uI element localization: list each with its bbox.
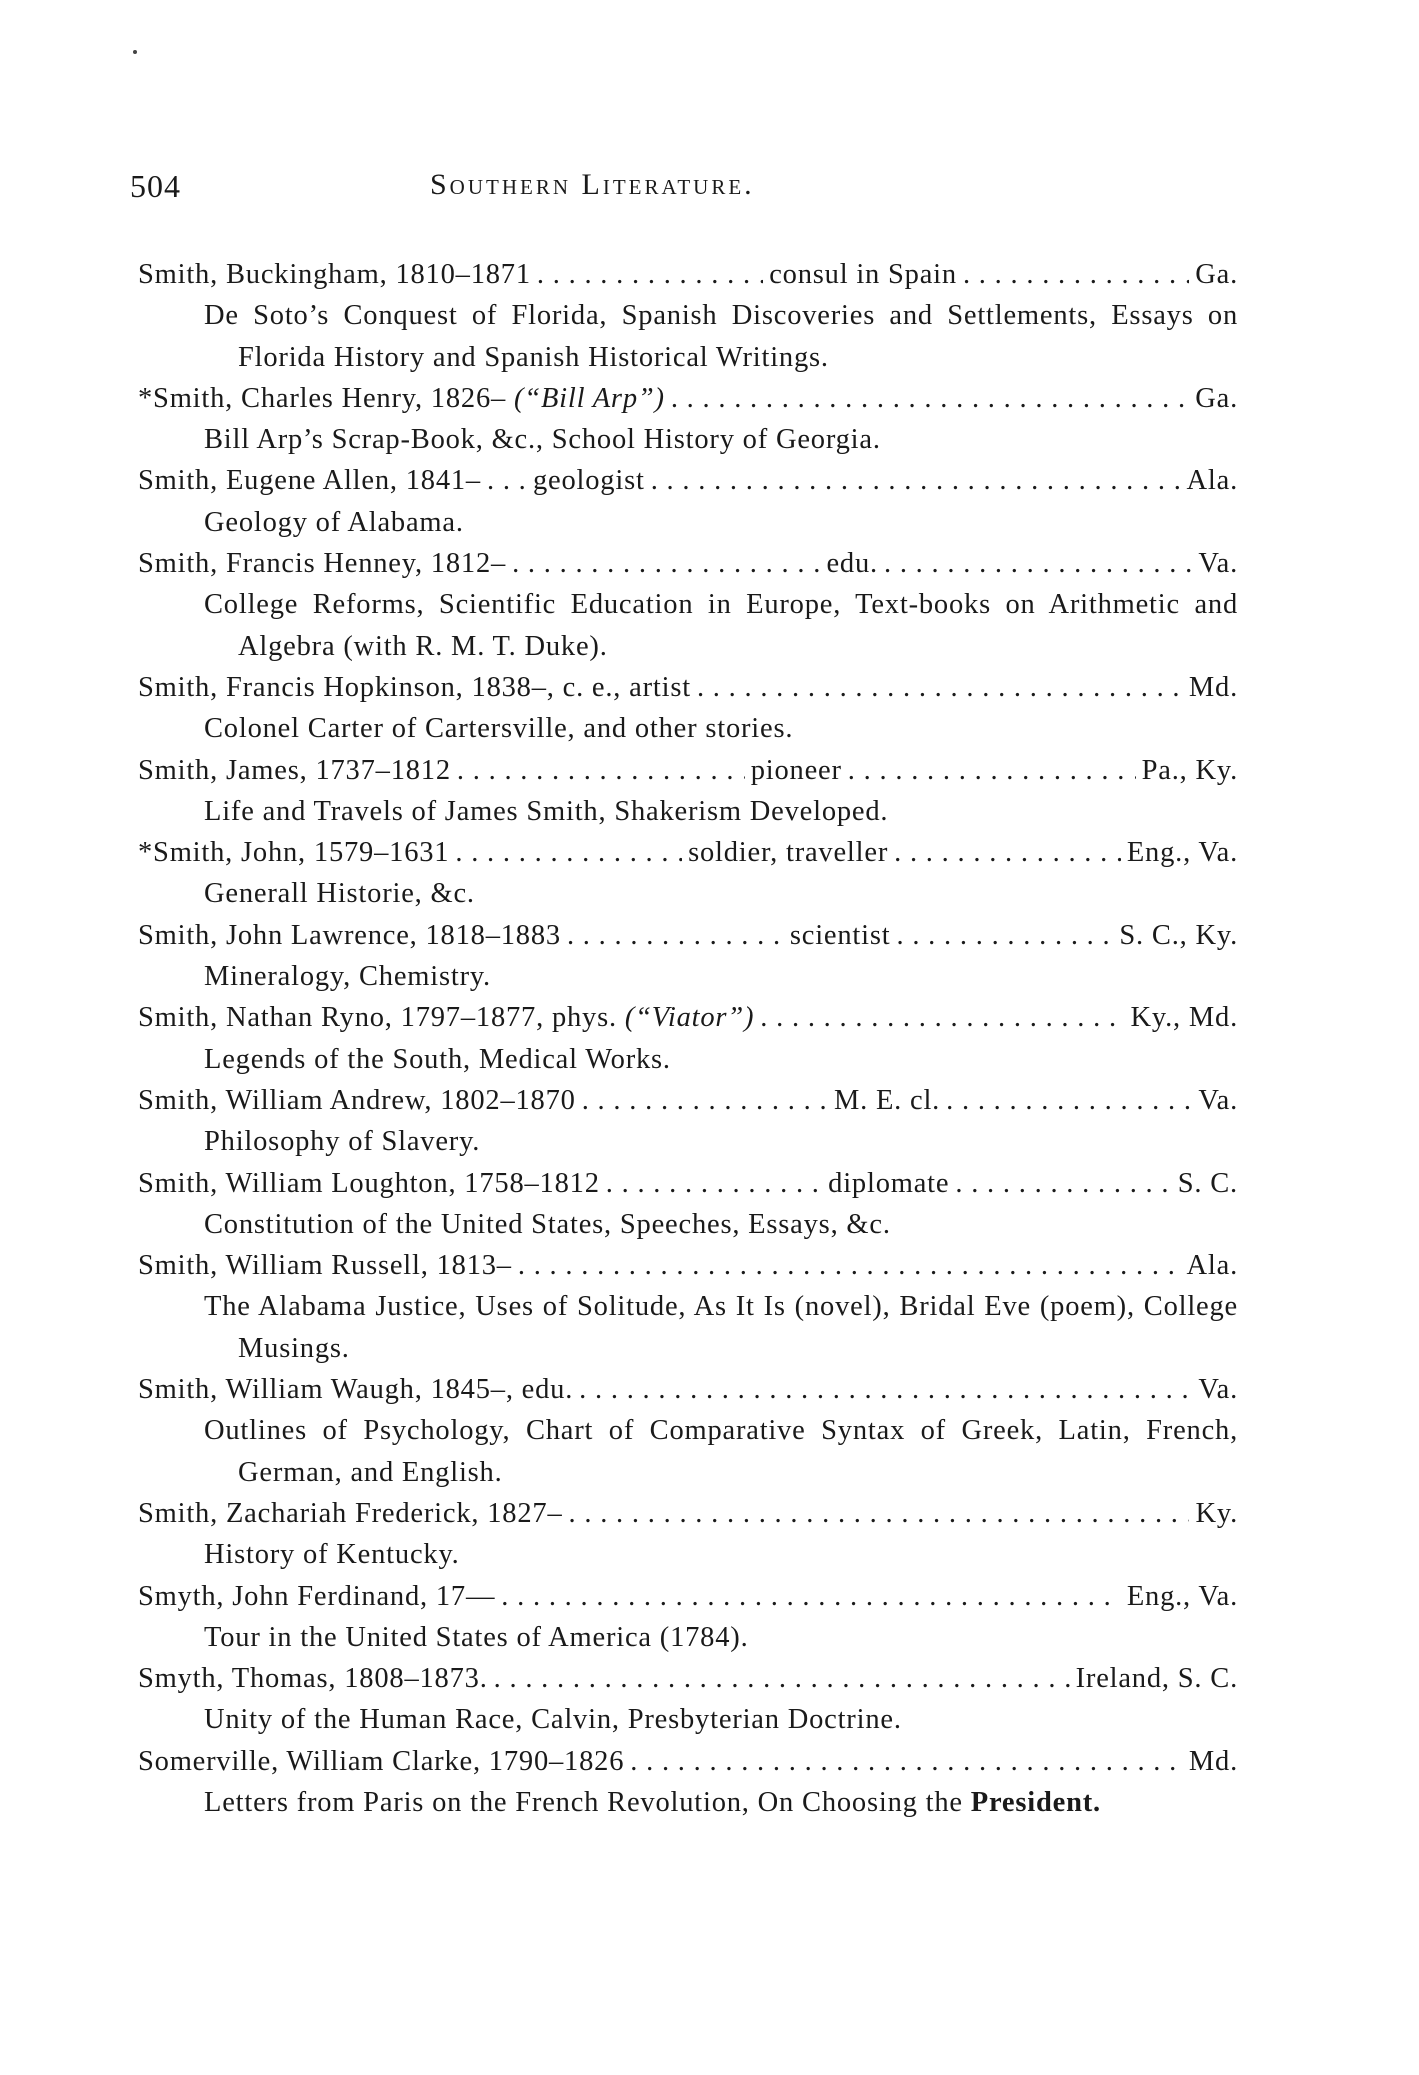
author-name: Smith, Francis Henney, 1812– [138, 548, 507, 580]
entry-heading [138, 1080, 1238, 1121]
author-entry [138, 1080, 1238, 1163]
author-state: Eng., Va. [1126, 837, 1239, 869]
author-name: Smith, Zachariah Frederick, 1827– [138, 1497, 563, 1529]
dot-leader [963, 254, 1189, 295]
author-works: Constitution of the United States, Speeches, Essays, &c. [204, 1208, 891, 1240]
author-role: edu. [826, 548, 878, 580]
author-works: The Alabama Justice, Uses of Solitude, As It Is (novel), Bridal Eve (poem), College Musings. [204, 1291, 1238, 1364]
author-entry [138, 667, 1238, 750]
works-text: Letters from Paris on the French Revolution, On Choosing the [204, 1786, 963, 1818]
print-speck [133, 50, 137, 54]
author-state: Ga. [1195, 259, 1239, 290]
author-name: *Smith, John, 1579–1631 [138, 837, 450, 869]
author-entry [138, 543, 1238, 667]
author-works: Tour in the United States of America (1784). [204, 1621, 749, 1653]
author-entries [138, 254, 1238, 1823]
author-works [204, 1782, 1238, 1823]
dot-leader [501, 1576, 1121, 1617]
entry-heading [138, 1245, 1238, 1286]
author-entry [138, 1163, 1238, 1246]
dot-leader [651, 460, 1181, 501]
author-entry [138, 832, 1238, 915]
author-works: Mineralogy, Chemistry. [204, 961, 491, 993]
dot-leader [760, 997, 1124, 1038]
dot-leader [606, 1163, 822, 1204]
author-state: Va. [1198, 1374, 1238, 1406]
author-works: Geology of Alabama. [204, 506, 464, 538]
author-works: Bill Arp’s Scrap-Book, &c., School History of Georgia. [204, 424, 881, 456]
author-works: Outlines of Psychology, Chart of Comparative Syntax of Greek, Latin, French, German, and English. [204, 1415, 1238, 1488]
dot-leader [946, 1080, 1192, 1121]
author-works: College Reforms, Scientific Education in Europe, Text-books on Arithmetic and Algebra (with R. M. T. Duke). [204, 589, 1238, 662]
dot-leader [896, 915, 1113, 956]
dot-leader [457, 750, 745, 791]
dot-leader [848, 750, 1136, 791]
author-state: Ky. [1195, 1497, 1238, 1529]
author-entry [138, 915, 1238, 998]
author-name: Smith, William Waugh, 1845–, edu. [138, 1374, 574, 1406]
author-name: Smyth, John Ferdinand, 17— [138, 1580, 496, 1612]
author-pseudonym: (“Viator”) [624, 1002, 755, 1034]
page-number: 504 [130, 168, 181, 204]
entry-heading [138, 378, 1238, 419]
entry-heading [138, 1576, 1238, 1617]
author-works: Philosophy of Slavery. [204, 1126, 481, 1158]
dot-leader [518, 1245, 1181, 1286]
author-state: Va. [1198, 1084, 1238, 1116]
author-role: soldier, traveller [688, 837, 889, 869]
author-state: Ga. [1195, 382, 1238, 414]
author-entry [138, 1245, 1238, 1369]
author-state: Ala. [1186, 465, 1238, 497]
author-state: S. C. [1177, 1167, 1238, 1199]
author-state: Ky., Md. [1130, 1002, 1238, 1034]
author-works: Legends of the South, Medical Works. [204, 1043, 671, 1075]
author-state: Ireland, S. C. [1075, 1663, 1238, 1695]
author-entry [138, 1658, 1238, 1741]
entry-heading [138, 667, 1238, 708]
entry-heading [138, 460, 1238, 501]
author-role: diplomate [828, 1167, 950, 1199]
author-name: Smyth, Thomas, 1808–1873. [138, 1663, 488, 1695]
author-name: Smith, William Russell, 1813– [138, 1250, 512, 1282]
author-entry [138, 750, 1238, 833]
author-role: geologist [532, 465, 645, 497]
entry-heading [138, 1163, 1238, 1204]
author-state: S. C., Ky. [1119, 919, 1238, 951]
author-name: Smith, John Lawrence, 1818–1883 [138, 919, 561, 951]
entry-heading [138, 750, 1238, 791]
entry-heading [138, 1658, 1238, 1699]
author-entry [138, 1493, 1238, 1576]
author-pseudonym: (“Bill Arp”) [514, 382, 665, 414]
dot-leader [894, 832, 1121, 873]
author-works: Unity of the Human Race, Calvin, Presbyterian Doctrine. [204, 1704, 902, 1736]
entry-heading [138, 254, 1238, 295]
author-name: Smith, William Loughton, 1758–1812 [138, 1167, 600, 1199]
dot-leader [512, 543, 820, 584]
author-state: Md. [1188, 1745, 1238, 1777]
author-entry [138, 378, 1238, 461]
dot-leader [569, 1493, 1190, 1534]
author-entry [138, 1576, 1238, 1659]
author-role: pioneer [750, 754, 842, 786]
dot-leader [630, 1741, 1183, 1782]
author-works: Generall Historie, &c. [204, 878, 475, 910]
dot-leader [671, 378, 1189, 419]
author-name: Smith, James, 1737–1812 [138, 754, 451, 786]
dot-leader [582, 1080, 828, 1121]
author-name: Smith, Buckingham, 1810–1871 [138, 259, 531, 290]
author-entry [138, 1741, 1238, 1824]
dot-leader [494, 1658, 1070, 1699]
entry-heading [138, 1741, 1238, 1782]
running-head: Southern Literature. [430, 168, 755, 201]
entry-heading [138, 915, 1238, 956]
author-entry [138, 460, 1238, 543]
author-state: Ala. [1186, 1250, 1238, 1282]
author-state: Pa., Ky. [1141, 754, 1239, 786]
author-entry [138, 254, 1238, 378]
dot-leader [455, 832, 682, 873]
dot-leader [955, 1163, 1171, 1204]
author-state: Md. [1188, 671, 1238, 703]
dot-leader [579, 1369, 1192, 1410]
author-name: *Smith, Charles Henry, 1826– [138, 382, 507, 414]
author-name: Somerville, William Clarke, 1790–1826 [138, 1745, 625, 1777]
dot-leader [487, 460, 527, 501]
author-state: Va. [1198, 548, 1238, 580]
page-header [130, 168, 1240, 208]
author-works: De Soto’s Conquest of Florida, Spanish Discoveries and Settlements, Essays on Florida History and Spanish Historical Writings. [204, 300, 1238, 373]
author-entry [138, 1369, 1238, 1493]
entry-heading [138, 1493, 1238, 1534]
author-role: consul in Spain [769, 259, 957, 290]
entry-heading [138, 997, 1238, 1038]
dot-leader [567, 915, 784, 956]
author-name: Smith, William Andrew, 1802–1870 [138, 1084, 576, 1116]
entry-heading [138, 832, 1238, 873]
author-role: M. E. cl. [833, 1084, 941, 1116]
author-state: Eng., Va. [1126, 1580, 1238, 1612]
author-entry [138, 997, 1238, 1080]
author-name: Smith, Eugene Allen, 1841– [138, 465, 481, 497]
dot-leader [884, 543, 1192, 584]
dot-leader [537, 254, 763, 295]
dot-leader [697, 667, 1183, 708]
author-works: Colonel Carter of Cartersville, and other stories. [204, 713, 794, 745]
author-name: Smith, Nathan Ryno, 1797–1877, phys. [138, 1002, 617, 1034]
author-name: Smith, Francis Hopkinson, 1838–, c. e., artist [138, 671, 691, 703]
entry-heading [138, 543, 1238, 584]
works-text-continued: President. [970, 1786, 1101, 1818]
entry-heading [138, 1369, 1238, 1410]
author-works: Life and Travels of James Smith, Shakerism Developed. [204, 795, 889, 827]
author-works: History of Kentucky. [204, 1539, 460, 1571]
author-role: scientist [789, 919, 891, 951]
